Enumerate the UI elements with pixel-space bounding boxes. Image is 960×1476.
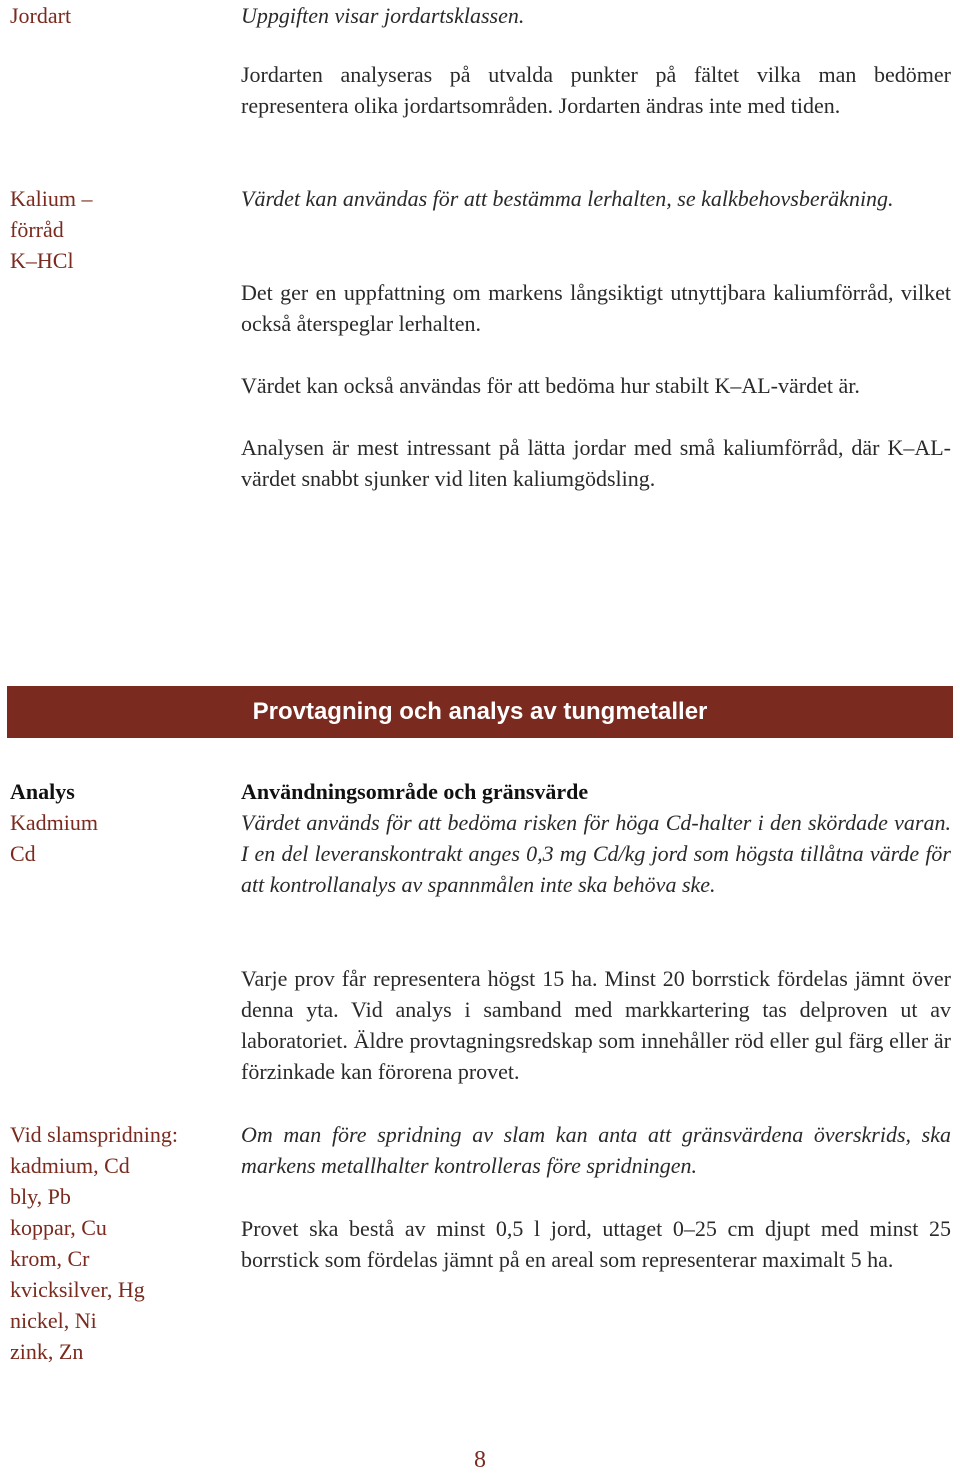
paragraph-kalium-stability: Värdet kan också användas för att bedöma hur stabilt K–AL-värdet är. <box>241 373 860 398</box>
page-number: 8 <box>474 1447 486 1473</box>
column-header-usage: Användningsområde och gränsvärde <box>241 779 589 804</box>
label-jordart: Jordart <box>10 3 72 28</box>
slam-metal-item: nickel, Ni <box>10 1308 97 1333</box>
slam-metal-item: koppar, Cu <box>10 1215 107 1240</box>
label-kalium <box>10 183 93 276</box>
label-kalium-line: K–HCl <box>10 248 74 273</box>
paragraph-jordart-analysis: Jordarten analyseras på utvalda punkter på fältet vilka man bedömer representera olika jordartsområden. Jordarten ändras inte med tiden. <box>241 62 951 118</box>
slam-metal-item: kvicksilver, Hg <box>10 1277 145 1302</box>
paragraph-kadmium-risk <box>241 807 951 900</box>
label-slamspridning <box>10 1119 178 1367</box>
paragraph-kalium-store: Det ger en uppfattning om markens långsiktigt utnyttjbara kaliumförråd, vilket också återspeglar lerhalten. <box>241 280 951 336</box>
kadmium-risk-italic: Värdet används för att bedöma risken för höga Cd-halter i den skördade varan. <box>241 810 951 835</box>
slam-metal-item: kadmium, Cd <box>10 1153 130 1178</box>
kadmium-contract: I en del leveranskontrakt anges 0,3 mg Cd/kg jord som högsta tillåtna värde för att kontrollanalys av spannmålen inte ska behöva ske. <box>241 841 951 897</box>
paragraph-slam-sampling: Provet ska bestå av minst 0,5 l jord, uttaget 0–25 cm djupt med minst 25 borrstick som fördelas jämnt på en areal som representerar maximalt 5 ha. <box>241 1216 951 1272</box>
slam-metal-item: zink, Zn <box>10 1339 84 1364</box>
paragraph-sampling: Varje prov får representera högst 15 ha. Minst 20 borrstick fördelas jämnt över denna yta. Vid analys i samband med markkartering tas delproven ut av laboratoriet. Äldre provtagningsredskap som innehåller röd eller gul färg eller är förzinkade kan förorena provet. <box>241 966 951 1084</box>
label-kadmium-line: Kadmium <box>10 810 98 835</box>
slam-metal-item: krom, Cr <box>10 1246 90 1271</box>
label-kalium-line: förråd <box>10 217 64 242</box>
paragraph-kalium-usage: Värdet kan användas för att bestämma lerhalten, se kalkbehovsberäkning. <box>241 186 894 211</box>
label-kadmium <box>10 807 98 869</box>
paragraph-slam-limits: Om man före spridning av slam kan anta att gränsvärdena överskrids, ska markens metallhalter kontrolleras före spridningen. <box>241 1122 951 1178</box>
paragraph-jordart-task: Uppgiften visar jordartsklassen. <box>241 3 525 28</box>
column-header-analys: Analys <box>10 779 75 804</box>
section-banner: Provtagning och analys av tungmetaller <box>7 686 953 738</box>
label-kalium-line: Kalium – <box>10 186 93 211</box>
paragraph-kalium-light-soils: Analysen är mest intressant på lätta jordar med små kaliumförråd, där K–AL-värdet snabbt sjunker vid liten kaliumgödsling. <box>241 435 951 491</box>
slam-metal-item: bly, Pb <box>10 1184 71 1209</box>
slam-metal-item: Vid slamspridning: <box>10 1122 178 1147</box>
label-kadmium-line: Cd <box>10 841 36 866</box>
